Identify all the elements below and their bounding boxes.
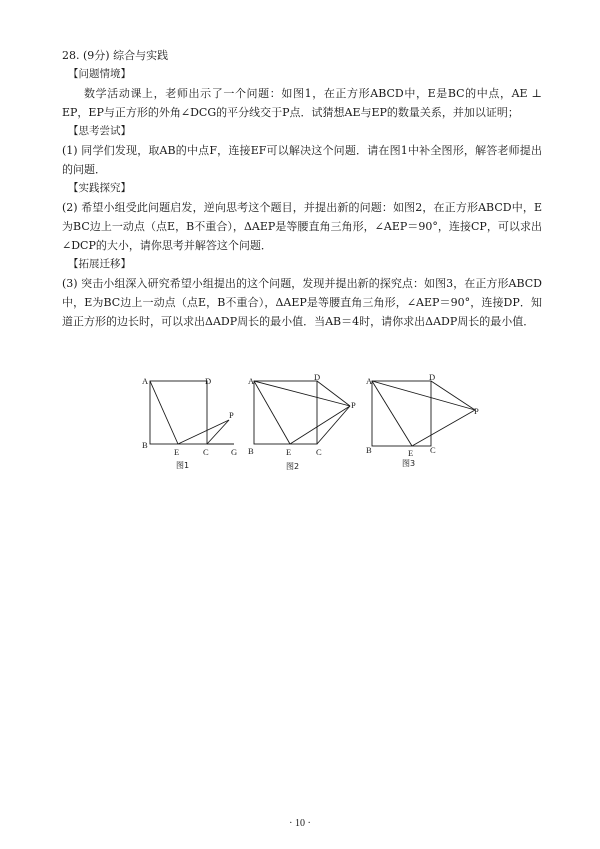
fig3-label-c: C bbox=[430, 445, 436, 455]
fig2-label-c: C bbox=[316, 447, 322, 457]
fig2-label-d: D bbox=[314, 374, 321, 382]
intro-text: 数学活动课上，老师出示了一个问题：如图1，在正方形ABCD中，E是BC的中点，AE ⊥ EP，EP与正方形的外角∠DCG的平分线交于P点．试猜想AE与EP的数量关系，并加以证明； bbox=[62, 87, 542, 119]
part3-text: (3) 突击小组深入研究希望小组提出的这个问题，发现并提出新的探究点：如图3，在正方形ABCD中，E为BC边上一动点（点E，B不重合），ΔAEP是等腰直角三角形，∠AEP＝90°，连接DP．知道正方形的边长时，可以求出ΔADP周长的最小值．当AB＝4时，请你求出ΔADP周长的最小值． bbox=[62, 277, 542, 328]
fig2-label-e: E bbox=[286, 447, 292, 457]
fig1-label-b: B bbox=[142, 440, 148, 450]
fig2-label-b: B bbox=[248, 446, 254, 456]
fig1-label-p: P bbox=[229, 410, 234, 420]
fig1-segment-ep bbox=[178, 420, 229, 444]
figure-3 bbox=[362, 374, 492, 474]
fig1-label-c: C bbox=[203, 447, 209, 457]
fig1-caption: 图1 bbox=[176, 461, 190, 470]
fig2-segment-ep bbox=[290, 406, 350, 444]
fig1-segment-ae bbox=[150, 381, 178, 444]
fig2-square bbox=[254, 381, 317, 444]
fig2-label-a: A bbox=[248, 376, 255, 386]
fig3-label-a: A bbox=[366, 376, 373, 386]
figure-2 bbox=[244, 374, 364, 474]
fig1-segment-cp bbox=[207, 420, 229, 444]
page-number: · 10 · bbox=[289, 818, 311, 829]
section-heading-thinking-attempt: 【思考尝试】 bbox=[68, 125, 131, 137]
fig1-label-d: D bbox=[205, 376, 212, 386]
fig2-segment-cp bbox=[317, 406, 350, 444]
fig2-segment-ae bbox=[254, 381, 290, 444]
section-heading-problem-context: 【问题情境】 bbox=[68, 68, 131, 80]
question-title: 28. (9分) 综合与实践 bbox=[62, 49, 169, 62]
fig2-segment-dp bbox=[317, 381, 350, 406]
fig2-segment-ap bbox=[254, 381, 350, 406]
fig3-caption: 图3 bbox=[402, 459, 416, 468]
fig3-square bbox=[372, 381, 431, 446]
fig1-label-a: A bbox=[142, 376, 149, 386]
section-heading-extension-transfer: 【拓展迁移】 bbox=[68, 258, 131, 270]
fig3-label-b: B bbox=[366, 445, 372, 455]
fig3-segment-ep bbox=[412, 410, 475, 446]
figures-row bbox=[132, 374, 492, 474]
fig3-segment-dp bbox=[431, 381, 475, 410]
section-heading-practice-exploration: 【实践探究】 bbox=[68, 182, 131, 194]
fig3-label-d: D bbox=[429, 374, 436, 382]
fig3-label-e: E bbox=[408, 448, 414, 458]
figure-1 bbox=[132, 374, 252, 474]
fig3-label-p: P bbox=[474, 406, 479, 416]
fig2-caption: 图2 bbox=[286, 462, 300, 471]
part2-text: (2) 希望小组受此问题启发，逆向思考这个题目，并提出新的问题：如图2，在正方形ABCD中，E为BC边上一动点（点E，B不重合），ΔAEP是等腰直角三角形，∠AEP＝90°，连接CP，可以求出∠DCP的大小，请你思考并解答这个问题． bbox=[62, 201, 542, 252]
question-28 bbox=[62, 46, 542, 331]
fig1-label-e: E bbox=[174, 447, 180, 457]
fig1-label-g: G bbox=[231, 447, 238, 457]
part1-text: (1) 同学们发现，取AB的中点F，连接EF可以解决这个问题．请在图1中补全图形，解答老师提出的问题． bbox=[62, 144, 542, 176]
fig2-label-p: P bbox=[351, 400, 356, 410]
